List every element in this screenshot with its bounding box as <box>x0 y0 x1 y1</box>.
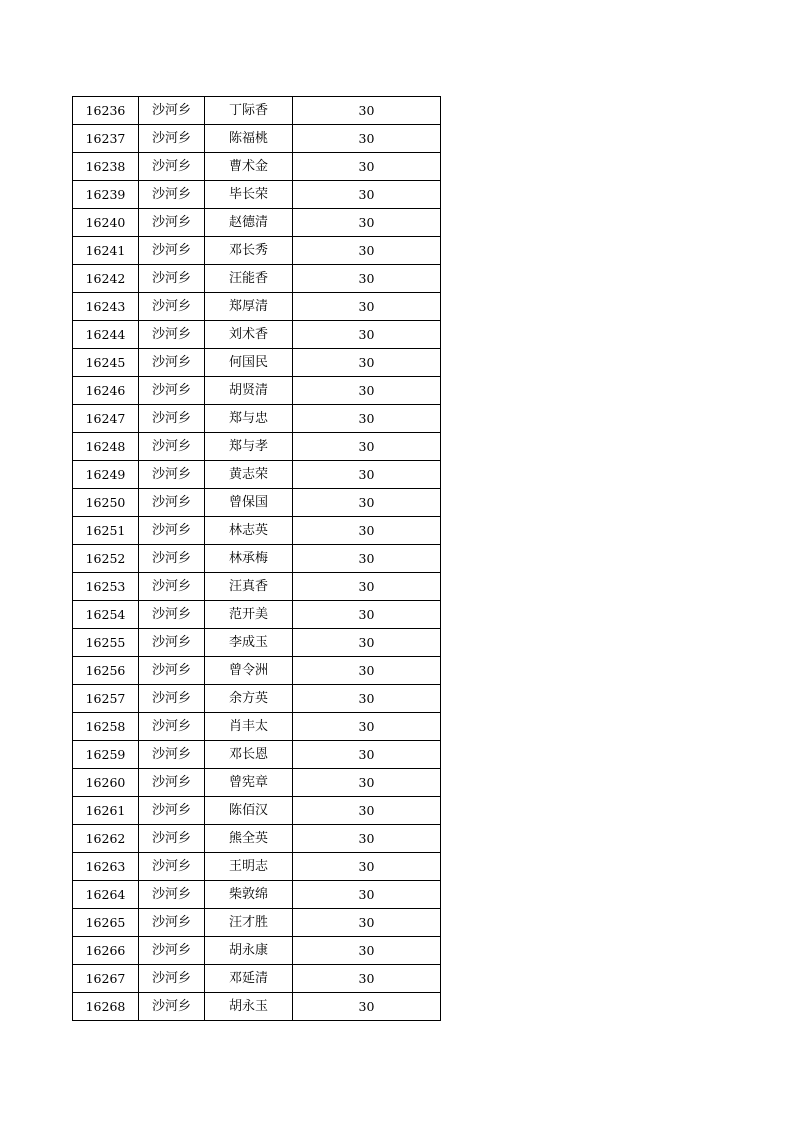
amount-cell: 30 <box>293 797 441 825</box>
amount-cell: 30 <box>293 125 441 153</box>
id-cell: 16249 <box>73 461 139 489</box>
table-row <box>73 181 441 209</box>
id-cell: 16237 <box>73 125 139 153</box>
id-cell: 16240 <box>73 209 139 237</box>
town-cell: 沙河乡 <box>139 461 205 489</box>
table-row <box>73 461 441 489</box>
amount-cell: 30 <box>293 769 441 797</box>
id-cell: 16244 <box>73 321 139 349</box>
table-row <box>73 265 441 293</box>
name-cell: 李成玉 <box>205 629 293 657</box>
id-cell: 16254 <box>73 601 139 629</box>
amount-cell: 30 <box>293 265 441 293</box>
town-cell: 沙河乡 <box>139 153 205 181</box>
id-cell: 16262 <box>73 825 139 853</box>
town-cell: 沙河乡 <box>139 517 205 545</box>
id-cell: 16251 <box>73 517 139 545</box>
town-cell: 沙河乡 <box>139 965 205 993</box>
amount-cell: 30 <box>293 321 441 349</box>
name-cell: 肖丰太 <box>205 713 293 741</box>
town-cell: 沙河乡 <box>139 993 205 1021</box>
table-row <box>73 405 441 433</box>
table-row <box>73 713 441 741</box>
table-row <box>73 377 441 405</box>
table-row <box>73 489 441 517</box>
id-cell: 16247 <box>73 405 139 433</box>
id-cell: 16257 <box>73 685 139 713</box>
amount-cell: 30 <box>293 377 441 405</box>
amount-cell: 30 <box>293 517 441 545</box>
amount-cell: 30 <box>293 237 441 265</box>
amount-cell: 30 <box>293 153 441 181</box>
id-cell: 16253 <box>73 573 139 601</box>
name-cell: 郑厚清 <box>205 293 293 321</box>
town-cell: 沙河乡 <box>139 573 205 601</box>
amount-cell: 30 <box>293 97 441 125</box>
amount-cell: 30 <box>293 909 441 937</box>
name-cell: 汪真香 <box>205 573 293 601</box>
table-row <box>73 825 441 853</box>
id-cell: 16256 <box>73 657 139 685</box>
amount-cell: 30 <box>293 293 441 321</box>
table-row <box>73 153 441 181</box>
id-cell: 16239 <box>73 181 139 209</box>
name-cell: 曾令洲 <box>205 657 293 685</box>
id-cell: 16266 <box>73 937 139 965</box>
table-row <box>73 937 441 965</box>
id-cell: 16265 <box>73 909 139 937</box>
id-cell: 16260 <box>73 769 139 797</box>
town-cell: 沙河乡 <box>139 349 205 377</box>
amount-cell: 30 <box>293 433 441 461</box>
town-cell: 沙河乡 <box>139 433 205 461</box>
name-cell: 柴敦绵 <box>205 881 293 909</box>
town-cell: 沙河乡 <box>139 545 205 573</box>
name-cell: 汪能香 <box>205 265 293 293</box>
town-cell: 沙河乡 <box>139 405 205 433</box>
table-body <box>73 97 441 1021</box>
name-cell: 曾保国 <box>205 489 293 517</box>
amount-cell: 30 <box>293 489 441 517</box>
table-row <box>73 97 441 125</box>
name-cell: 曾宪章 <box>205 769 293 797</box>
town-cell: 沙河乡 <box>139 265 205 293</box>
name-cell: 林承梅 <box>205 545 293 573</box>
amount-cell: 30 <box>293 545 441 573</box>
town-cell: 沙河乡 <box>139 209 205 237</box>
town-cell: 沙河乡 <box>139 741 205 769</box>
name-cell: 黄志荣 <box>205 461 293 489</box>
table-row <box>73 209 441 237</box>
id-cell: 16261 <box>73 797 139 825</box>
amount-cell: 30 <box>293 825 441 853</box>
town-cell: 沙河乡 <box>139 881 205 909</box>
table-row <box>73 797 441 825</box>
name-cell: 熊全英 <box>205 825 293 853</box>
table-row <box>73 909 441 937</box>
name-cell: 邓延清 <box>205 965 293 993</box>
id-cell: 16252 <box>73 545 139 573</box>
id-cell: 16242 <box>73 265 139 293</box>
name-cell: 郑与孝 <box>205 433 293 461</box>
table-row <box>73 321 441 349</box>
id-cell: 16236 <box>73 97 139 125</box>
town-cell: 沙河乡 <box>139 181 205 209</box>
name-cell: 陈佰汉 <box>205 797 293 825</box>
table-row <box>73 853 441 881</box>
town-cell: 沙河乡 <box>139 657 205 685</box>
name-cell: 胡永康 <box>205 937 293 965</box>
table-row <box>73 657 441 685</box>
id-cell: 16238 <box>73 153 139 181</box>
id-cell: 16258 <box>73 713 139 741</box>
amount-cell: 30 <box>293 405 441 433</box>
id-cell: 16248 <box>73 433 139 461</box>
data-table <box>72 96 441 1021</box>
amount-cell: 30 <box>293 573 441 601</box>
name-cell: 何国民 <box>205 349 293 377</box>
town-cell: 沙河乡 <box>139 853 205 881</box>
table-row <box>73 965 441 993</box>
town-cell: 沙河乡 <box>139 601 205 629</box>
amount-cell: 30 <box>293 629 441 657</box>
town-cell: 沙河乡 <box>139 713 205 741</box>
id-cell: 16263 <box>73 853 139 881</box>
name-cell: 林志英 <box>205 517 293 545</box>
id-cell: 16250 <box>73 489 139 517</box>
town-cell: 沙河乡 <box>139 825 205 853</box>
table-row <box>73 293 441 321</box>
town-cell: 沙河乡 <box>139 97 205 125</box>
table-row <box>73 517 441 545</box>
town-cell: 沙河乡 <box>139 769 205 797</box>
id-cell: 16241 <box>73 237 139 265</box>
amount-cell: 30 <box>293 741 441 769</box>
name-cell: 赵德清 <box>205 209 293 237</box>
name-cell: 王明志 <box>205 853 293 881</box>
name-cell: 刘术香 <box>205 321 293 349</box>
amount-cell: 30 <box>293 937 441 965</box>
town-cell: 沙河乡 <box>139 937 205 965</box>
amount-cell: 30 <box>293 657 441 685</box>
table-row <box>73 629 441 657</box>
table-row <box>73 433 441 461</box>
table-row <box>73 237 441 265</box>
id-cell: 16268 <box>73 993 139 1021</box>
table-row <box>73 741 441 769</box>
name-cell: 胡永玉 <box>205 993 293 1021</box>
id-cell: 16264 <box>73 881 139 909</box>
name-cell: 余方英 <box>205 685 293 713</box>
amount-cell: 30 <box>293 853 441 881</box>
amount-cell: 30 <box>293 881 441 909</box>
table-row <box>73 769 441 797</box>
table-row <box>73 573 441 601</box>
amount-cell: 30 <box>293 181 441 209</box>
name-cell: 毕长荣 <box>205 181 293 209</box>
id-cell: 16255 <box>73 629 139 657</box>
amount-cell: 30 <box>293 601 441 629</box>
table-row <box>73 881 441 909</box>
town-cell: 沙河乡 <box>139 293 205 321</box>
table-row <box>73 349 441 377</box>
amount-cell: 30 <box>293 993 441 1021</box>
town-cell: 沙河乡 <box>139 909 205 937</box>
amount-cell: 30 <box>293 209 441 237</box>
name-cell: 邓长秀 <box>205 237 293 265</box>
amount-cell: 30 <box>293 713 441 741</box>
town-cell: 沙河乡 <box>139 125 205 153</box>
amount-cell: 30 <box>293 461 441 489</box>
id-cell: 16246 <box>73 377 139 405</box>
town-cell: 沙河乡 <box>139 629 205 657</box>
town-cell: 沙河乡 <box>139 685 205 713</box>
amount-cell: 30 <box>293 685 441 713</box>
id-cell: 16245 <box>73 349 139 377</box>
name-cell: 郑与忠 <box>205 405 293 433</box>
town-cell: 沙河乡 <box>139 489 205 517</box>
id-cell: 16243 <box>73 293 139 321</box>
table-row <box>73 125 441 153</box>
name-cell: 陈福桃 <box>205 125 293 153</box>
name-cell: 范开美 <box>205 601 293 629</box>
table-row <box>73 545 441 573</box>
amount-cell: 30 <box>293 965 441 993</box>
town-cell: 沙河乡 <box>139 797 205 825</box>
amount-cell: 30 <box>293 349 441 377</box>
name-cell: 曹术金 <box>205 153 293 181</box>
table-row <box>73 601 441 629</box>
table-row <box>73 685 441 713</box>
table-row <box>73 993 441 1021</box>
id-cell: 16259 <box>73 741 139 769</box>
name-cell: 汪才胜 <box>205 909 293 937</box>
town-cell: 沙河乡 <box>139 237 205 265</box>
id-cell: 16267 <box>73 965 139 993</box>
name-cell: 胡贤清 <box>205 377 293 405</box>
name-cell: 邓长恩 <box>205 741 293 769</box>
name-cell: 丁际香 <box>205 97 293 125</box>
town-cell: 沙河乡 <box>139 377 205 405</box>
town-cell: 沙河乡 <box>139 321 205 349</box>
